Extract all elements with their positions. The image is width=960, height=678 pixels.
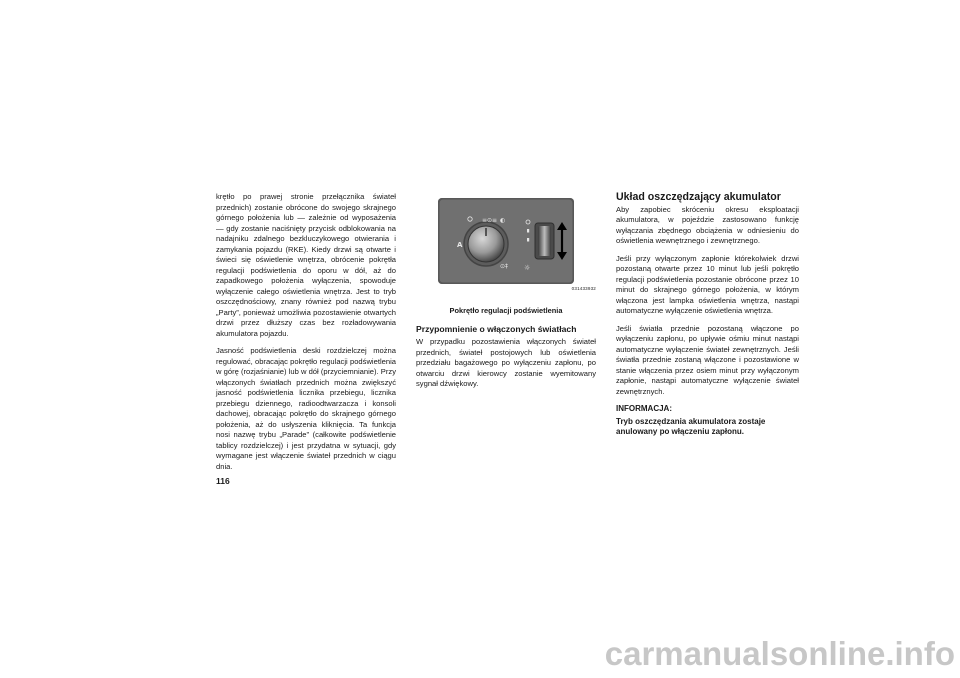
section-heading: Układ oszczędzający akumulator [616, 191, 781, 203]
note-label: INFORMACJA: [616, 404, 672, 413]
note-text: Tryb oszczędzania akumulatora zostaje anulowany po włączeniu zapłonu. [616, 416, 766, 436]
switch-panel [438, 198, 574, 284]
dimmer-wheel [538, 226, 551, 256]
body-paragraph: krętło po prawej stronie przełącznika świateł przednich) zostanie obrócone do swojego skrajnego górnego położenia lub — zależnie od wyposażenia — gdy zostanie naciśnięty przycisk odblokowania na nadajniku zdalnego bezkluczykowego otwierania i zamykania pojazdu (RKE). Kiedy drzwi są otwarte i świeci się oświetlenie wnętrza, obrócenie pokrętła regulacji podświetlenia do oporu w dół, aż do zapadkowego położenia wyłączenia, spowoduje wyłączenie całego oświetlenia wnętrza. Jest to tryb oszczędnościowy, znany również pod nazwą trybu „Party”, ponieważ umożliwia pozostawienie otwartych drzwi przez dłuższy czas bez rozładowywania akumulatora pojazdu. [216, 192, 396, 338]
headlamp-switch-illustration [438, 198, 574, 284]
body-paragraph: Jasność podświetlenia deski rozdzielczej można regulować, obracając pokrętło regulacji podświetlenia w górę (rozjaśnianie) lub w dół (przyciemnianie). Przy włączonych światłach przednich można zwiększyć jasność podświetlenia licznika przebiegu, licznika przebiegu dziennego, radioodtwarzacza i konsoli dachowej, obracając pokrętło do skrajnego górnego położenia, aż do usłyszenia kliknięcia. Ta funkcja nosi nazwę trybu „Parade” (całkowite podświetlenie tablicy rozdzielczej) i jest przydatna w sytuacji, gdy wymagane jest włączenie świateł przednich w ciągu dnia. [216, 346, 396, 471]
body-paragraph: Jeśli światła przednie pozostaną włączone po wyłączeniu zapłonu, po upływie ośmiu minut nastąpi automatyczne wyłączenie świateł zewnętrznych. Jeśli światła przednie zostaną włączone i pozostawione w stanie włączenia przez osiem minut przy wyłączonym zapłonie, nastąpi automatyczne wyłączenie świateł zewnętrznych. [616, 323, 799, 396]
middle-column [416, 196, 596, 397]
fog-lamp-icon: ⊙‡ [500, 263, 509, 270]
watermark: carmanualsonline.info [604, 635, 955, 672]
dimmer-level-mark [527, 238, 529, 242]
page-number: 116 [216, 476, 230, 486]
right-column [616, 192, 799, 445]
auto-position-label: A [457, 241, 463, 249]
brightness-icon: ☼ [524, 264, 531, 272]
dimmer-level-mark [527, 229, 529, 233]
body-paragraph: Aby zapobiec skróceniu okresu eksploatacji akumulatora, w pojeździe zastosowano funkcję wyłączania zbędnego obciążenia w odniesieniu do oświetlenia wewnętrznego i zewnętrznego. [616, 204, 799, 245]
parking-lights-icon: ≡⊙≡ [482, 217, 498, 224]
headlamp-icon: ◐ [500, 217, 506, 224]
left-column [216, 192, 396, 479]
body-paragraph: W przypadku pozostawienia włączonych świateł przednich, świateł postojowych lub oświetlenia przedziału bagażowego po wyłączeniu zapłonu, po otwarciu drzwi kierowcy zostanie wyemitowany sygnał dźwiękowy. [416, 337, 596, 388]
dimmer-figure [416, 196, 596, 304]
section-heading: Przypomnienie o włączonych światłach [416, 324, 577, 334]
body-paragraph: Jeśli przy wyłączonym zapłonie którekolwiek drzwi pozostaną otwarte przez 10 minut lub jeśli pokrętło regulacji podświetlenia pozostanie obrócone przez 10 minut do skrajnego górnego położenia, w którym włączona jest lampka oświetlenia wnętrza, nastąpi automatyczne wyłączenie oświetlenia wnętrza. [616, 253, 799, 315]
figure-code: 031433932 [571, 286, 596, 291]
figure-caption: Pokrętło regulacji podświetlenia [449, 306, 563, 315]
